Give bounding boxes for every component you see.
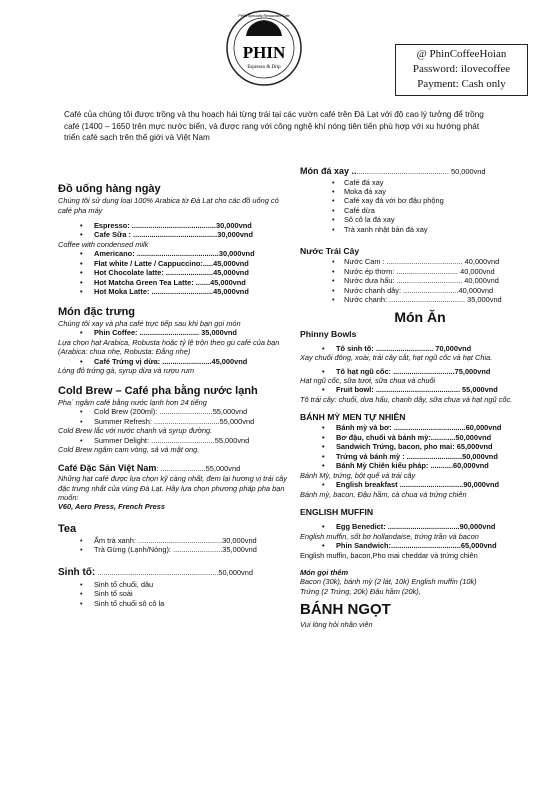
- menu-item: • Flat white / Latte / Cappuccino:.....45,000vnd: [58, 259, 290, 268]
- menu-item: • Café Trứng vị dừa: ........................45,000vnd: [58, 357, 290, 366]
- menu-item: • Sinh tố chuối sô cô la: [58, 599, 290, 608]
- extras-title: Món gọi thêm: [300, 568, 349, 578]
- logo-brand: PHIN: [242, 43, 286, 62]
- menu-item: • Americano: ........................................30,000vnd: [58, 249, 290, 258]
- item-note: Xay chuối đông, xoài, trái cây cắt, hạt ngũ cốc và hạt Chia.: [300, 353, 493, 363]
- menu-item: • Café dừa: [300, 206, 540, 215]
- smoothie-title: Sinh tố:: [58, 566, 96, 578]
- cold-brew-title: Cold Brew – Café pha bằng nước lạnh: [58, 384, 258, 397]
- right-column: [300, 160, 540, 629]
- menu-item: • Moka đá xay: [300, 187, 540, 196]
- menu-item: • Sandwich Trứng, bacon, pho mai: 65,000vnd: [300, 442, 540, 451]
- ice-blended-header: [300, 166, 540, 178]
- smoothie-price: ...........................................................50,000vnd: [95, 567, 253, 577]
- menu-item: • Egg Benedict: ...................................90,000vnd: [300, 522, 540, 531]
- menu-item: • Sô cô la đá xay: [300, 215, 540, 224]
- menu-item: • Café đá xay: [300, 178, 540, 187]
- wifi-payment-box: [395, 44, 528, 96]
- ice-blended-title: Món đá xay ..: [300, 166, 357, 176]
- instagram-handle: @ PhinCoffeeHoian: [416, 48, 507, 60]
- menu-item: • Nước chanh dây: ...........................40,000vnd: [300, 286, 540, 295]
- payment-note: Payment: Cash only: [417, 77, 506, 90]
- menu-item: • Phin Coffee: ............................. 35,000vnd: [58, 328, 290, 337]
- logo-top-text: PHIN Specialty Restaurant Cafe: [238, 14, 290, 18]
- menu-item: • Trứng và bánh mỳ : ...........................50,000vnd: [300, 452, 540, 461]
- menu-item: • Summer Refresh: ................................55,000vnd: [58, 417, 290, 426]
- menu-item: • Hot Moka Latte: ..............................45,000vnd: [58, 287, 290, 296]
- specialty-note: Chúng tôi xay và pha café trực tiếp sau khi bạn gọi món: [58, 318, 241, 328]
- menu-item: • Nước dưa hấu: ................................ 40,000vnd: [300, 276, 540, 285]
- menu-item: • Trà Gừng (Lạnh/Nóng): ........................35,000vnd: [58, 545, 290, 554]
- brew-methods: V60, Aero Press, French Press: [58, 502, 165, 512]
- menu-item: • Bơ đậu, chuối và bánh mỳ:............50,000vnd: [300, 433, 540, 442]
- sweets-title: BÁNH NGỌT: [300, 601, 391, 619]
- menu-item: • Summer Delight: ...............................55,000vnd: [58, 436, 290, 445]
- menu-item: • Bánh Mỳ Chiên kiểu pháp: ...........60,000vnd: [300, 461, 540, 470]
- sweets-note: Vui lòng hỏi nhân viên: [300, 619, 373, 629]
- logo-tagline: Espresso & Drip: [247, 65, 281, 70]
- cold-brew-note: Phaˊ ngâm café bằng nước lạnh hơn 24 tiếng: [58, 397, 207, 407]
- item-note: Coffee with condensed milk: [58, 239, 149, 249]
- menu-item: • Espresso: .........................................30,000vnd: [58, 221, 290, 230]
- wifi-password: Password: ilovecoffee: [412, 62, 511, 75]
- item-note: Lựa chọn hạt Arabica, Robusta hoặc tỷ lệ trộn theo gu café của bạn (Arabica: chua nhẹ, Robusta: Đắng nhẹ): [58, 337, 280, 357]
- menu-item: • Bánh mỳ và bơ: ...................................60,000vnd: [300, 423, 540, 432]
- item-note: Hạt ngũ cốc, sữa tươi, sữa chua và chuối: [300, 375, 436, 385]
- item-note: Cold Brew lắc với nước chanh và syrup đường.: [58, 426, 213, 436]
- item-note: Lòng đỏ trứng gà, syrup dừa và rượu rum: [58, 366, 195, 376]
- daily-drinks-title: Đồ uống hàng ngày: [58, 183, 161, 195]
- tea-title: Tea: [58, 522, 77, 535]
- menu-item: • Hot Chocolate latte: .......................45,000vnd: [58, 268, 290, 277]
- daily-note: Chúng tôi sử dụng loại 100% Arabica từ Đà Lạt cho các đồ uống có café pha máy: [58, 196, 279, 215]
- item-note: Cold Brew ngâm cam vòng, sả và mật ong.: [58, 445, 200, 455]
- single-origin-price: : ......................55,000vnd: [156, 463, 241, 473]
- item-note: Bánh mỳ, bacon, Đậu hầm, cà chua và trứng chiên: [300, 489, 467, 499]
- specialty-title: Món đặc trưng: [58, 305, 136, 318]
- intro-text: Café của chúng tôi được trồng và thu hoạch hái từng trái tại các vườn café trên Đà Lạt với độ cao lý tưởng để trồng café (1400 – 1650 trên mực nước biển, và được rang với công nghệ khí nóng tiên tiến phù hợp với xu hướng phát triển café sạch trên thế giới và Việt Nam: [64, 110, 484, 143]
- menu-item: • Nước chanh: ..................................... 35,000vnd: [300, 295, 540, 304]
- menu-item: • Trà xanh nhật bản đá xay: [300, 225, 540, 234]
- menu-item: • Sinh tố chuối, dâu: [58, 580, 290, 589]
- menu-item: • Tô sinh tố: ............................ 70,000vnd: [300, 344, 540, 353]
- item-note: Bánh Mỳ, trứng, bột quế và trái cây: [300, 470, 416, 480]
- menu-item: • Sinh tố soài: [58, 589, 290, 598]
- menu-item: • Fruit bowl: ......................................... 55,000vnd: [300, 385, 540, 394]
- menu-item: • Cold Brew (200ml): ..........................55,000vnd: [58, 407, 290, 416]
- single-origin-title: Café Đặc Sản Việt Nam: [58, 462, 157, 473]
- menu-item: • Café xay đá với bơ đậu phộng: [300, 196, 540, 205]
- muffin-title: ENGLISH MUFFIN: [300, 507, 374, 518]
- bowls-title: Phinny Bowls: [300, 328, 357, 339]
- item-note: English muffin, bacon,Pho mai cheddar và trứng chiên: [300, 550, 478, 560]
- extras-line: Bacon (30k), bánh mỳ (2 lát, 10k) English muffin (10k): [300, 577, 477, 587]
- food-title: Món Ăn: [394, 308, 446, 325]
- smoothie-header: [58, 567, 290, 580]
- item-note: English muffin, sốt bơ hollandaise, trứng trần và bacon: [300, 531, 479, 541]
- menu-item: • Phin Sandwich:..................................65,000vnd: [300, 541, 540, 550]
- menu-item: • Cafe Sữa : .........................................30,000vnd: [58, 230, 290, 239]
- menu-item: • Tô hạt ngũ cốc: ..............................75,000vnd: [300, 367, 540, 376]
- phin-logo: [224, 8, 304, 88]
- ice-blended-price: ............................................. 50,000vnd: [356, 167, 486, 176]
- item-note: Tô trái cây: chuối, dưa hấu, chanh dây, sữa chua và hạt ngũ cốc.: [300, 394, 513, 404]
- menu-item: • Hot Matcha Green Tea Latte: .......45,000vnd: [58, 278, 290, 287]
- menu-item: • English breakfast ...............................90,000vnd: [300, 480, 540, 489]
- left-column: [58, 160, 290, 608]
- menu-item: • Nước Cam : ..................................... 40,000vnd: [300, 257, 540, 266]
- single-origin-header: [58, 463, 290, 475]
- menu-item: • Nước ép thơm: .............................. 40,000vnd: [300, 267, 540, 276]
- single-origin-note: Những hạt café được lựa chọn kỹ càng nhất, đem lại hương vị trái cây đặc trưng nhất của vùng Đà Lạt. Hãy lựa chọn phương pháp pha bạn muốn:: [58, 474, 287, 502]
- extras-line: Trứng (2 Trứng, 20k) Đậu hầm (20k),: [300, 586, 421, 596]
- juice-title: Nước Trái Cây: [300, 246, 360, 257]
- menu-item: • Ấm trà xanh: .........................................30,000vnd: [58, 536, 290, 545]
- banh-mi-title: BÁNH MỲ MEN TỰ NHIÊN: [300, 412, 406, 423]
